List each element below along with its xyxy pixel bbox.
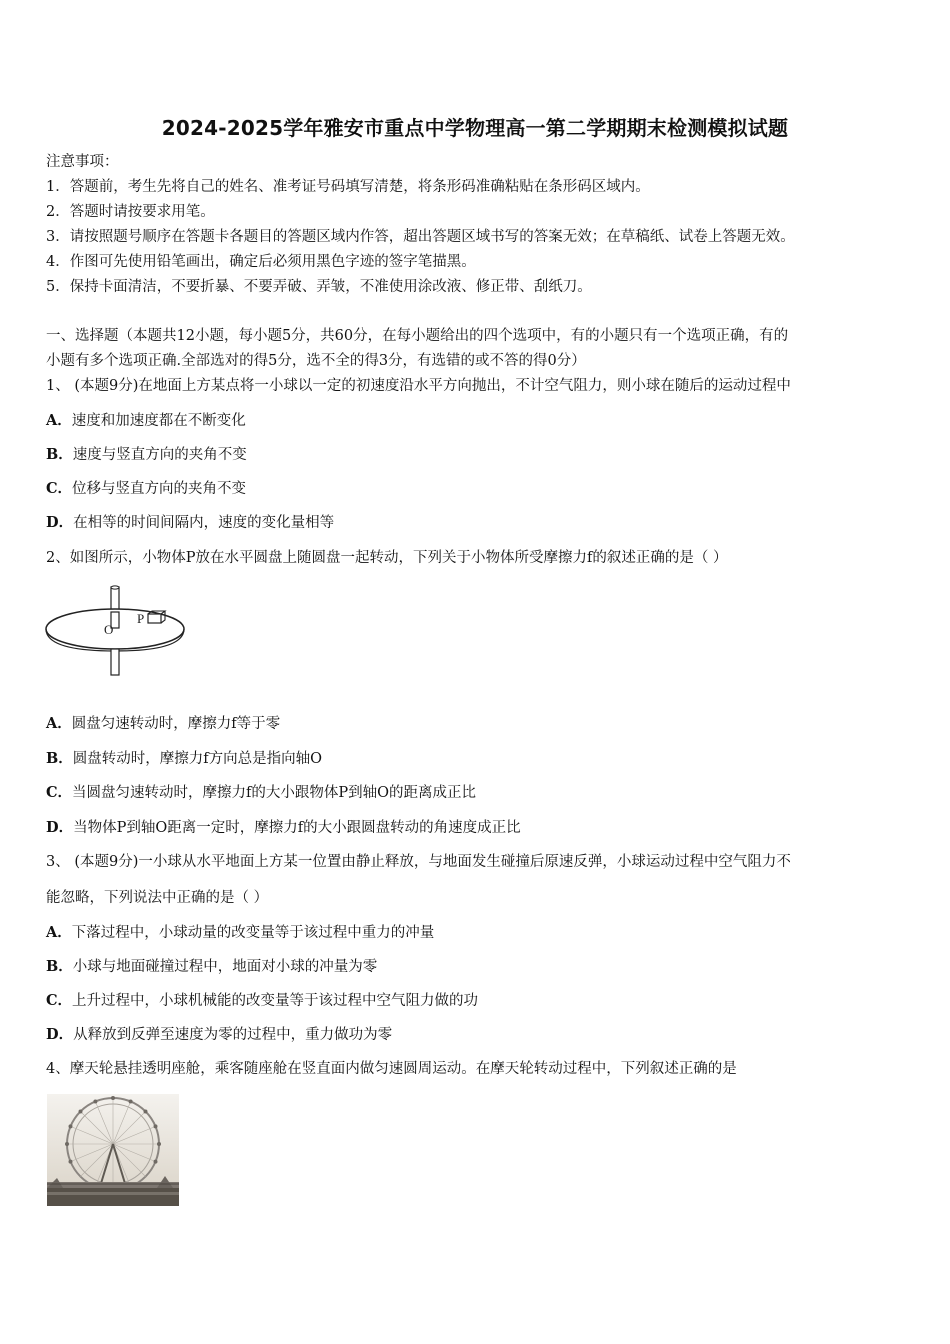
ferris-wheel-photo [47,1094,179,1206]
q1-stem: 1、 (本题9分)在地面上方某点将一小球以一定的初速度沿水平方向抛出，不计空气阻力，则小球在随后的运动过程中 [46,378,791,394]
q1-option-a: A．速度和加速度都在不断变化 [46,412,246,429]
page-title: 2024-2025学年雅安市重点中学物理高一第二学期期末检测模拟试题 [161,116,789,140]
q3-option-b: B．小球与地面碰撞过程中，地面对小球的冲量为零 [46,958,378,975]
q2-option-c: C．当圆盘匀速转动时，摩擦力f的大小跟物体P到轴O的距离成正比 [46,784,477,801]
q2-option-b: B．圆盘转动时，摩擦力f方向总是指向轴O [46,750,323,767]
q2-option-a: A．圆盘匀速转动时，摩擦力f等于零 [46,715,281,732]
notice-item: 2．答题时请按要求用笔。 [46,204,215,220]
q1-option-c: C．位移与竖直方向的夹角不变 [46,480,247,497]
q1-option-d: D．在相等的时间间隔内，速度的变化量相等 [46,514,335,531]
notice-item: 5．保持卡面清洁，不要折暴、不要弄破、弄皱，不准使用涂改液、修正带、刮纸刀。 [46,279,592,295]
section-heading-line1: 一、选择题（本题共12小题，每小题5分，共60分，在每小题给出的四个选项中，有的小题只有一个选项正确，有的 [46,328,789,344]
notice-item: 4．作图可先使用铅笔画出，确定后必须用黑色字迹的签字笔描黑。 [46,254,476,270]
q3-option-d: D．从释放到反弹至速度为零的过程中，重力做功为零 [46,1026,393,1043]
q3-option-c: C．上升过程中，小球机械能的改变量等于该过程中空气阻力做的功 [46,992,479,1009]
notice-heading: 注意事项： [46,154,119,170]
q3-stem-line2: 能忽略，下列说法中正确的是（ ） [46,890,269,906]
rotating-disk-figure [44,585,189,680]
notice-item: 1．答题前，考生先将自己的姓名、准考证号码填写清楚，将条形码准确粘贴在条形码区域内。 [46,179,650,195]
axle-bottom [111,649,119,675]
notice-item: 3．请按照题号顺序在答题卡各题目的答题区域内作答，超出答题区域书写的答案无效；在草稿纸、试卷上答题无效。 [46,229,795,245]
small-block-p [148,614,161,623]
q1-option-b: B．速度与竖直方向的夹角不变 [46,446,247,463]
label-p: P [137,611,145,626]
q3-stem-line1: 3、 (本题9分)一小球从水平地面上方某一位置由静止释放，与地面发生碰撞后原速反弹，小球运动过程中空气阻力不 [46,854,791,870]
q4-stem: 4、摩天轮悬挂透明座舱，乘客随座舱在竖直面内做匀速圆周运动。在摩天轮转动过程中，下列叙述正确的是 [46,1061,737,1077]
q3-option-a: A．下落过程中，小球动量的改变量等于该过程中重力的冲量 [46,924,435,941]
section-heading-line2: 小题有多个选项正确.全部选对的得5分，选不全的得3分，有选错的或不答的得0分） [46,353,586,369]
q2-stem: 2、如图所示，小物体P放在水平圆盘上随圆盘一起转动，下列关于小物体所受摩擦力f的叙述正确的是（ ） [46,550,728,566]
label-o: O [104,622,114,637]
q2-option-d: D．当物体P到轴O距离一定时，摩擦力f的大小跟圆盘转动的角速度成正比 [46,819,521,836]
